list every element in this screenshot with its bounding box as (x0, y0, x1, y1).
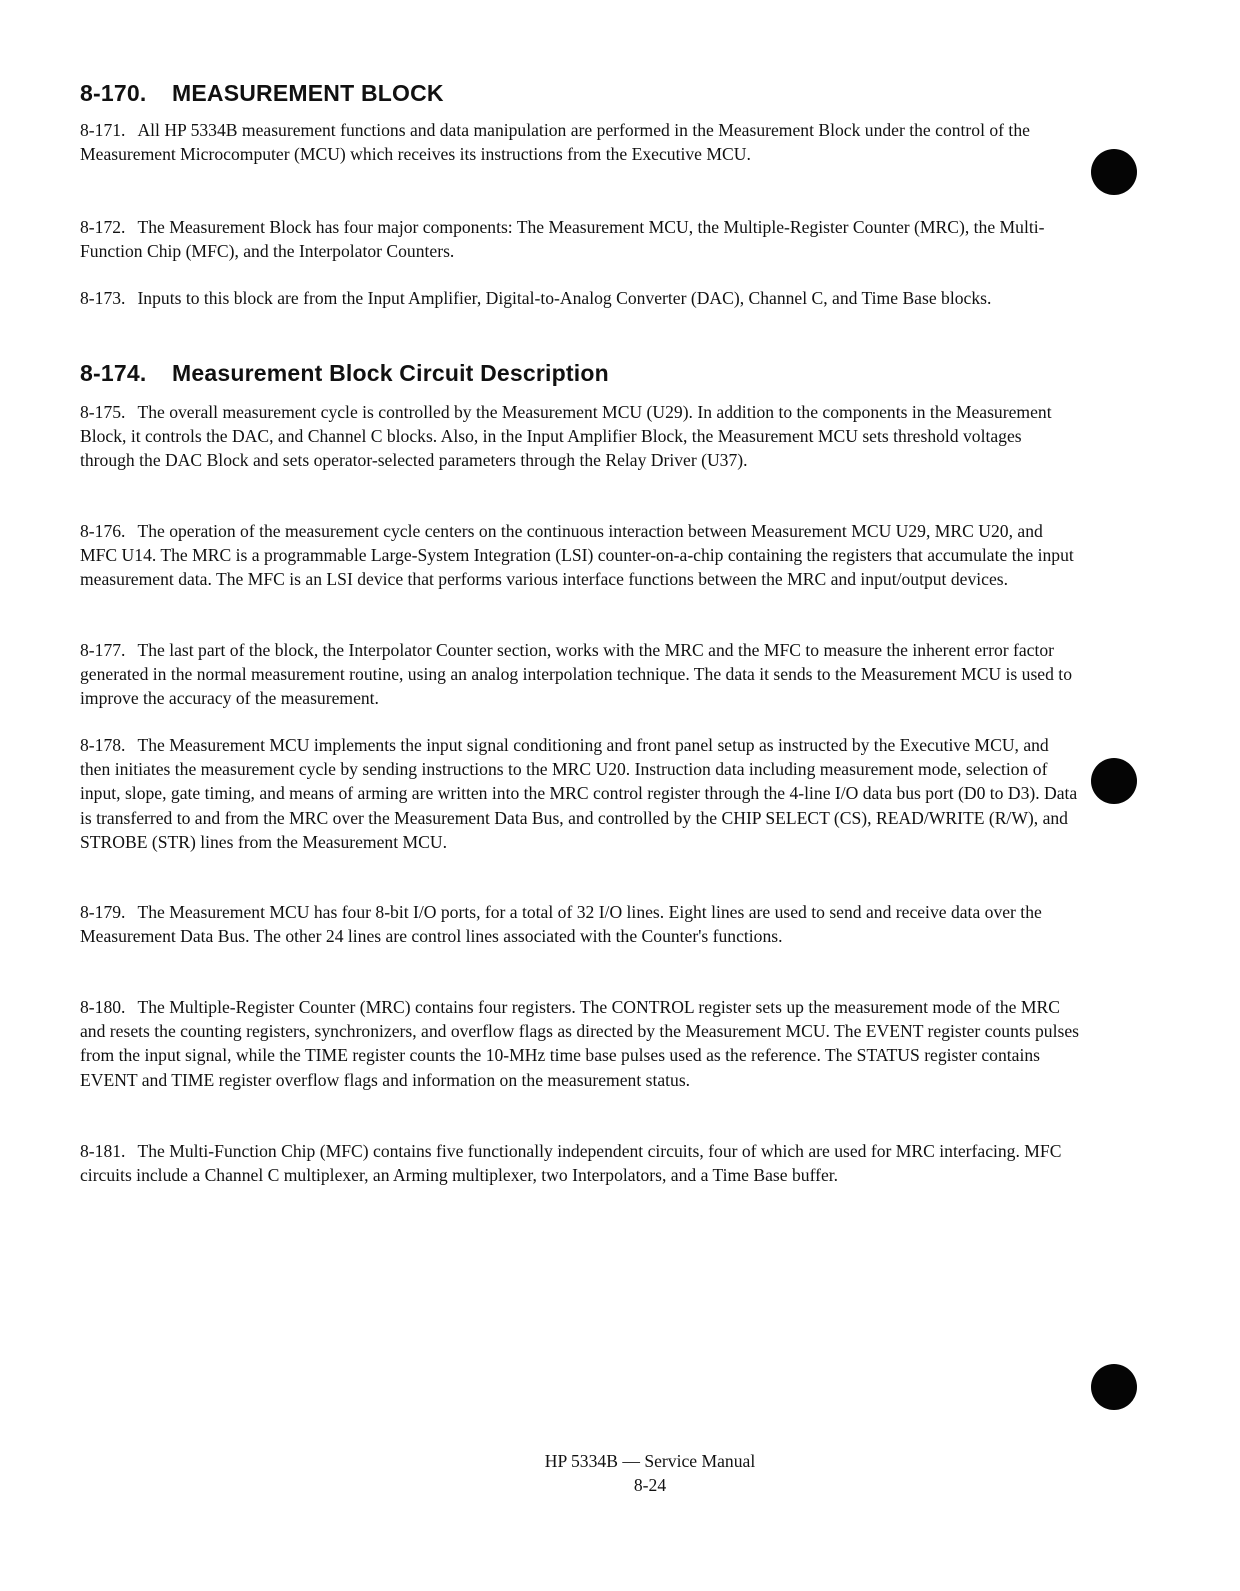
paragraph-number: 8-172. (80, 217, 126, 237)
paragraph-text: The Multi-Function Chip (MFC) contains five functionally independent circuits, four of which are used for MRC interfacing. MFC circuits include a Channel C multiplexer, an Arming multiplexer, two Interpolators, and a Time Base buffer. (80, 1141, 1062, 1186)
paragraph-8-179 (80, 900, 1080, 948)
paragraph-8-171 (80, 118, 1080, 166)
paragraph-8-172 (80, 215, 1080, 263)
paragraph-number: 8-178. (80, 735, 126, 755)
paragraph-8-178 (80, 733, 1080, 854)
paragraph-text: The Measurement MCU implements the input signal conditioning and front panel setup as instructed by the Executive MCU, and then initiates the measurement cycle by sending instructions to the MRC U20. Instruction data including measurement mode, selection of input, slope, gate timing, and means of arming are written into the MRC control register through the 4-line I/O data bus port (D0 to D3). Data is transferred to and from the MRC over the Measurement Data Bus, and controlled by the CHIP SELECT (CS), READ/WRITE (R/W), and STROBE (STR) lines from the Measurement MCU. (80, 735, 1078, 852)
paragraph-8-173 (80, 286, 1080, 310)
paragraph-text: All HP 5334B measurement functions and data manipulation are performed in the Measurement Block under the control of the Measurement Microcomputer (MCU) which receives its instructions from the Executive MCU. (80, 120, 1030, 165)
binder-hole-icon (1091, 149, 1137, 195)
paragraph-text: The operation of the measurement cycle centers on the continuous interaction between Measurement MCU U29, MRC U20, and MFC U14. The MRC is a programmable Large-System Integration (LSI) counter-on-a-chip containing the registers that accumulate the input measurement data. The MFC is an LSI device that performs various interface functions between the MRC and input/output devices. (80, 521, 1074, 590)
paragraph-text: The last part of the block, the Interpolator Counter section, works with the MRC and the MFC to measure the inherent error factor generated in the normal measurement routine, using an analog interpolation technique. The data it sends to the Measurement MCU is used to improve the accuracy of the measurement. (80, 640, 1072, 709)
footer-manual-title: HP 5334B — Service Manual (544, 1451, 756, 1471)
paragraph-8-180 (80, 995, 1080, 1092)
section-number: 8-170. (80, 80, 147, 106)
paragraph-number: 8-181. (80, 1141, 126, 1161)
paragraph-8-176 (80, 519, 1080, 592)
paragraph-8-175 (80, 400, 1080, 473)
paragraph-number: 8-176. (80, 521, 126, 541)
paragraph-8-177 (80, 638, 1080, 711)
paragraph-text: The overall measurement cycle is controlled by the Measurement MCU (U29). In addition to the components in the Measurement Block, it controls the DAC, and Channel C blocks. Also, in the Input Amplifier Block, the Measurement MCU sets threshold voltages through the DAC Block and sets operator-selected parameters through the Relay Driver (U37). (80, 402, 1052, 471)
paragraph-number: 8-175. (80, 402, 126, 422)
binder-hole-icon (1091, 758, 1137, 804)
paragraph-text: The Measurement MCU has four 8-bit I/O ports, for a total of 32 I/O lines. Eight lines are used to send and receive data over the Measurement Data Bus. The other 24 lines are control lines associated with the Counter's functions. (80, 902, 1042, 947)
paragraph-number: 8-179. (80, 902, 126, 922)
section-title: MEASUREMENT BLOCK (172, 80, 444, 106)
binder-hole-icon (1091, 1364, 1137, 1410)
paragraph-8-181 (80, 1139, 1080, 1187)
paragraph-number: 8-180. (80, 997, 126, 1017)
paragraph-number: 8-171. (80, 120, 126, 140)
footer-page-number: 8-24 (633, 1475, 667, 1495)
paragraph-text: The Multiple-Register Counter (MRC) contains four registers. The CONTROL register sets up the measurement mode of the MRC and resets the counting registers, synchronizers, and overflow flags as directed by the Measurement MCU. The EVENT register counts pulses from the input signal, while the TIME register counts the 10-MHz time base pulses used as the reference. The STATUS register contains EVENT and TIME register overflow flags and information on the measurement status. (80, 997, 1079, 1090)
page-footer (0, 1449, 1240, 1497)
paragraph-text: Inputs to this block are from the Input Amplifier, Digital-to-Analog Converter (DAC), Channel C, and Time Base blocks. (137, 288, 992, 308)
section-number: 8-174. (80, 360, 147, 386)
paragraph-number: 8-177. (80, 640, 126, 660)
paragraph-number: 8-173. (80, 288, 126, 308)
section-heading-circuit-description (80, 360, 609, 387)
section-title: Measurement Block Circuit Description (172, 360, 609, 386)
section-heading-measurement-block (80, 80, 444, 107)
paragraph-text: The Measurement Block has four major components: The Measurement MCU, the Multiple-Register Counter (MRC), the Multi-Function Chip (MFC), and the Interpolator Counters. (80, 217, 1045, 262)
